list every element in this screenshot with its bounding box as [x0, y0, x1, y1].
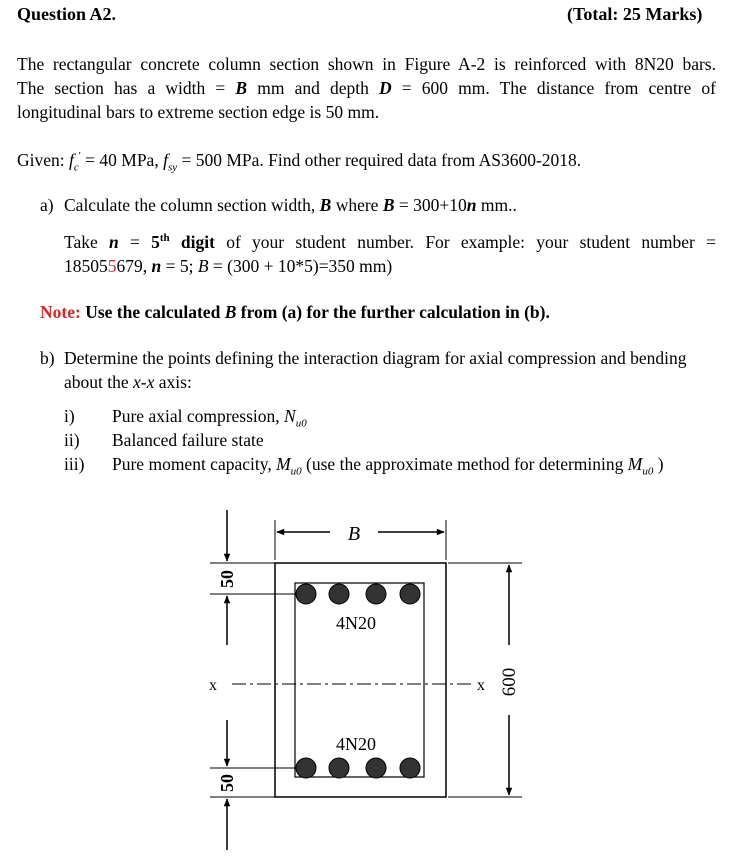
item-iii-number: iii) — [64, 454, 85, 474]
note-line: Note: Use the calculated B from (a) for the further calculation in (b). — [40, 302, 550, 322]
item-i-text: Pure axial compression, $N_{u0}$ — [112, 406, 307, 430]
bar-bottom-1 — [296, 758, 316, 778]
x-axis-label-right: x — [477, 677, 485, 694]
part-a-example-line: 185055679, n = 5; B = (300 + 10*5)=350 mm) — [64, 256, 393, 276]
bar-top-3 — [366, 584, 386, 604]
intro-line-2: The section has a width = B mm and depth D = 600 mm. The distance from centre of — [17, 78, 716, 98]
part-b-line-2: about the x-x axis: — [64, 372, 192, 392]
part-a-text: Calculate the column section width, B where B = 300+10n mm.. — [64, 195, 517, 215]
bottom-bars-label: 4N20 — [336, 734, 376, 754]
part-b-label: b) — [40, 348, 55, 368]
item-ii-text: Balanced failure state — [112, 430, 264, 450]
question-title: Question A2. — [17, 4, 117, 24]
part-a-label: a) — [40, 195, 54, 215]
bottom-bars — [296, 758, 420, 778]
bar-top-1 — [296, 584, 316, 604]
intro-line-1: The rectangular concrete column section shown in Figure A-2 is reinforced with 8N20 bars. — [17, 54, 716, 74]
item-i-number: i) — [64, 406, 75, 426]
part-b-line-1: Determine the points defining the interaction diagram for axial compression and bending — [64, 348, 687, 368]
top-bars-label: 4N20 — [336, 613, 376, 633]
given-line: Given: $f_c' = 40$ MPa, $f_{sy} = 500$ MPa. Find other required data from AS3600-2018. — [17, 150, 582, 174]
total-marks: (Total: 25 Marks) — [567, 4, 703, 24]
bar-bottom-4 — [400, 758, 420, 778]
top-bars — [296, 584, 420, 604]
x-axis-label-left: x — [209, 677, 217, 694]
bar-top-2 — [329, 584, 349, 604]
bar-bottom-2 — [329, 758, 349, 778]
bar-top-4 — [400, 584, 420, 604]
intro-line-3: longitudinal bars to extreme section edge is 50 mm. — [17, 102, 380, 122]
part-a-take-line: Take n = 5th digit of your student number. For example: your student number = — [64, 232, 716, 252]
item-ii-number: ii) — [64, 430, 80, 450]
cover-top-label: 50 — [217, 570, 237, 588]
bar-bottom-3 — [366, 758, 386, 778]
cover-bottom-label: 50 — [217, 774, 237, 792]
width-label: B — [347, 523, 361, 545]
depth-label: 600 — [499, 667, 520, 697]
item-iii-text: Pure moment capacity, $M_{u0}$ (use the approximate method for determining $M_{u0}$ ) — [112, 454, 664, 478]
